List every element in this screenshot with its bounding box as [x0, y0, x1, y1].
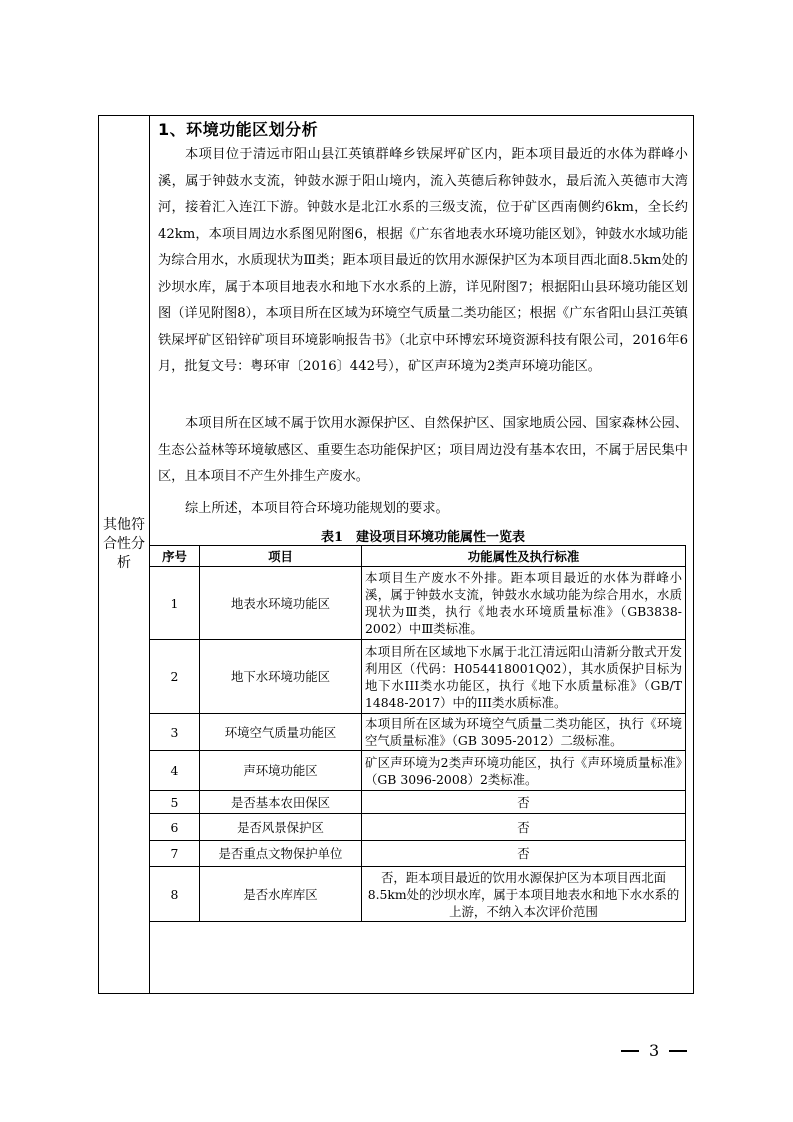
row-no: 1	[150, 567, 200, 640]
table-row	[150, 640, 686, 714]
page-dash-right	[669, 1050, 687, 1052]
table-row	[150, 751, 686, 791]
row-desc: 否，距本项目最近的饮用水源保护区为本项目西北面8.5km处的沙坝水库，属于本项目地表水和地下水水系的上游，不纳入本次评价范围	[362, 867, 686, 922]
left-label-column	[99, 116, 150, 993]
row-item: 地下水环境功能区	[200, 640, 362, 714]
row-desc: 否	[362, 814, 686, 841]
paragraph-1: 本项目位于清远市阳山县江英镇群峰乡铁屎坪矿区内，距本项目最近的水体为群峰小溪，属于钟鼓水支流，钟鼓水源于阳山境内，流入英德后称钟鼓水，最后流入英德市大湾河，接着汇入连江下游。钟鼓水是北江水系的三级支流，位于矿区西南侧约6km，全长约42km，本项目周边水系图见附图6，根据《广东省地表水环境功能区划》，钟鼓水水域功能为综合用水，水质现状为Ⅲ类；距本项目最近的饮用水源保护区为本项目西北面8.5km处的沙坝水库，属于本项目地表水和地下水水系的上游，详见附图7；根据阳山县环境功能区划图（详见附图8），本项目所在区域为环境空气质量二类功能区；根据《广东省阳山县江英镇铁屎坪矿区铅锌矿项目环境影响报告书》（北京中环博宏环境资源科技有限公司，2016年6月，批复文号：粤环审〔2016〕442号），矿区声环境为2类声环境功能区。	[158, 147, 688, 374]
row-no: 4	[150, 751, 200, 791]
row-no: 6	[150, 814, 200, 841]
table-header-row	[150, 546, 686, 567]
table-row	[150, 567, 686, 640]
row-desc: 本项目所在区域地下水属于北江清远阳山清新分散式开发利用区（代码：H054418001Q02），其水质保护目标为地下水III类水功能区，执行《地下水质量标准》（GB/T 14848-2017）中的III类水质标准。	[362, 640, 686, 714]
row-desc: 本项目所在区域为环境空气质量二类功能区，执行《环境空气质量标准》（GB 3095-2012）二级标准。	[362, 714, 686, 751]
row-no: 8	[150, 867, 200, 922]
table-row	[150, 814, 686, 841]
header-item: 项目	[200, 546, 362, 567]
paragraph-2: 本项目所在区域不属于饮用水源保护区、自然保护区、国家地质公园、国家森林公园、生态公益林等环境敏感区、重要生态功能保护区；项目周边没有基本农田，不属于居民集中区，且本项目不产生外排生产废水。	[158, 416, 688, 484]
table-row	[150, 867, 686, 922]
page-dash-left	[621, 1050, 639, 1052]
header-desc: 功能属性及执行标准	[362, 546, 686, 567]
form-frame	[98, 115, 694, 994]
header-no: 序号	[150, 546, 200, 567]
table-row	[150, 841, 686, 867]
row-no: 5	[150, 791, 200, 814]
page-number-value: 3	[649, 1041, 660, 1060]
row-desc: 否	[362, 791, 686, 814]
function-attribute-table	[149, 545, 686, 922]
row-item: 声环境功能区	[200, 751, 362, 791]
row-item: 是否重点文物保护单位	[200, 841, 362, 867]
page-number	[621, 1041, 687, 1060]
paragraph-3: 综上所述，本项目符合环境功能规划的要求。	[185, 501, 449, 516]
table-row	[150, 714, 686, 751]
section-title: 1、环境功能区划分析	[158, 120, 319, 139]
row-desc: 矿区声环境为2类声环境功能区，执行《声环境质量标准》（GB 3096-2008）2类标准。	[362, 751, 686, 791]
row-desc: 本项目生产废水不外排。距本项目最近的水体为群峰小溪，属于钟鼓水支流，钟鼓水水域功能为综合用水，水质现状为Ⅲ类，执行《地表水环境质量标准》（GB3838-2002）中Ⅲ类标准。	[362, 567, 686, 640]
row-item: 是否基本农田保区	[200, 791, 362, 814]
table-row	[150, 791, 686, 814]
row-no: 7	[150, 841, 200, 867]
table-caption: 表1 建设项目环境功能属性一览表	[320, 530, 526, 545]
row-item: 是否风景保护区	[200, 814, 362, 841]
row-no: 3	[150, 714, 200, 751]
row-item: 是否水库库区	[200, 867, 362, 922]
row-item: 地表水环境功能区	[200, 567, 362, 640]
side-label: 其他符合性分析	[103, 517, 145, 571]
row-item: 环境空气质量功能区	[200, 714, 362, 751]
row-no: 2	[150, 640, 200, 714]
row-desc: 否	[362, 841, 686, 867]
